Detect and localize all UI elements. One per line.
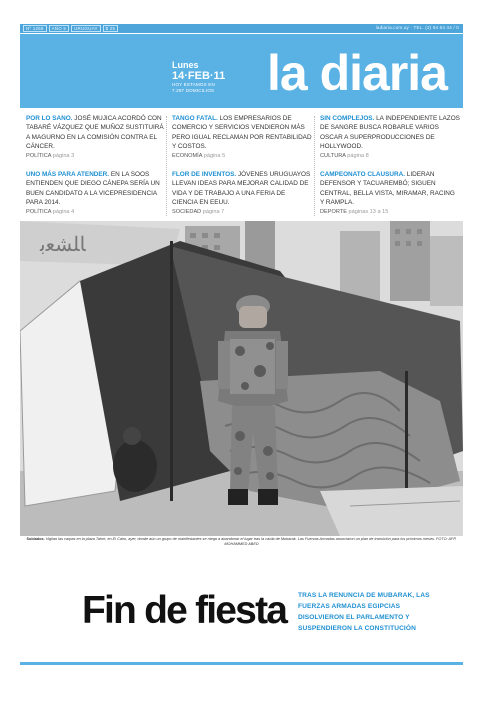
teaser-kicker: FLOR DE INVENTOS. (172, 171, 237, 178)
teaser-economia[interactable] (172, 114, 312, 161)
teaser-politica-1[interactable] (26, 114, 166, 161)
teaser-text: LOS EMPRESARIOS DE COMERCIO Y SERVICIOS VENDIERON MÁS PERO IGUAL RECLAMAN POR RENTABILIDAD Y COSTOS. (172, 115, 312, 150)
column-divider (166, 116, 167, 216)
section-name: ECONOMÍA (172, 153, 203, 160)
caption-text: Vigilan las carpas en la plaza Tahrir, en El Cairo, ayer, donde aún un grupo de manifestantes se niega a abandonar el lugar tras la caída de Mubarak. Las Fuerzas Armadas anunciaron un plan de transición para los próximos meses. (45, 537, 436, 541)
issue-info (23, 25, 120, 32)
teaser-kicker: UNO MÁS PARA ATENDER. (26, 171, 110, 178)
page-ref: página 4 (52, 209, 75, 216)
lead-headline: Fin de fiesta (82, 589, 287, 632)
section-name: DEPORTE (320, 209, 347, 216)
photo-credit: FOTO: AFP, MOHAMMED ABED (224, 537, 457, 546)
page-ref: página 7 (202, 209, 225, 216)
teaser-kicker: CAMPEONATO CLAUSURA. (320, 171, 405, 178)
lead-photo[interactable] (20, 221, 463, 536)
teaser-kicker: TANGO FATAL. (172, 115, 218, 122)
teaser-politica-2[interactable] (26, 170, 166, 217)
masthead (20, 24, 463, 108)
website-text: ladiaria.com.uy (375, 25, 409, 30)
svg-text:ﺎﻠﺸﻌﺑ: ﺎﻠﺸﻌﺑ (40, 232, 86, 256)
soldier-in-tahrir-square-photo (20, 221, 463, 536)
caption-lead: Soldados. (26, 537, 45, 541)
date-block (172, 61, 225, 94)
teaser-sociedad[interactable] (172, 170, 312, 217)
section-name: CULTURA (320, 153, 346, 160)
estimate-label: HOY ESTAMOS EN (172, 82, 215, 87)
issue-year: AÑO 5 (49, 25, 70, 32)
subscribers-label: 7.297 DOMICILIOS (172, 88, 215, 93)
issue-price: $ 25 (103, 25, 119, 32)
phone-text: TEL. (2) 94 64 44 / 0 (413, 25, 459, 30)
newspaper-logo: la diaria (267, 45, 447, 101)
teaser-cultura[interactable] (320, 114, 460, 161)
teaser-section (26, 208, 166, 217)
teaser-section (172, 208, 312, 217)
teaser-kicker: POR LO SANO. (26, 115, 73, 122)
page-ref: página 5 (203, 153, 226, 160)
teaser-section (320, 208, 460, 217)
section-name: POLÍTICA (26, 209, 52, 216)
lead-summary: TRAS LA RENUNCIA DE MUBARAK, LAS FUERZAS ARMADAS EGIPCIAS DISOLVIERON EL PARLAMENTO Y SUSPENDIERON LA CONSTITUCIÓN (298, 592, 430, 632)
front-page (20, 24, 463, 664)
page-ref: páginas 13 a 15 (348, 209, 389, 216)
section-name: POLÍTICA (26, 153, 52, 160)
teaser-section (26, 152, 166, 161)
date-label: 14·FEB·11 (172, 70, 226, 82)
teaser-section (172, 152, 312, 161)
teaser-text: LIDERAN DEFENSOR Y TACUAREMBÓ; SIGUEN CENTRAL, BELLA VISTA, MIRAMAR, RACING Y RAMPLA. (320, 171, 455, 206)
photo-caption (20, 537, 463, 547)
teaser-text: JÓVENES URUGUAYOS LLEVAN IDEAS PARA MEJORAR CALIDAD DE VIDA Y DE TRABAJO A UNA FERIA DE CIENCIA EN EEUU. (172, 171, 311, 206)
issue-country: URUGUAY (71, 25, 101, 32)
section-name: SOCIEDAD (172, 209, 202, 216)
teaser-text: JOSÉ MUJICA ACORDÓ CON TABARÉ VÁZQUEZ QUE MUÑOZ SUSTITUIRÁ A MAGURNO EN LA COMISIÓN CONTRA EL CÁNCER. (26, 115, 164, 150)
lead-story[interactable] (20, 554, 463, 665)
teaser-text: EN LA SOOS ENTIENDEN QUE DIEGO CÁNEPA SERÍA UN BUEN CANDIDATO A LA VICEPRESIDENCIA PARA 2014. (26, 171, 160, 206)
teaser-section (320, 152, 460, 161)
column-divider (314, 116, 315, 216)
teaser-deporte[interactable] (320, 170, 460, 217)
issue-number: Nº 1258 (23, 25, 47, 32)
page-ref: página 3 (52, 153, 75, 160)
contact-info: ladiaria.com.uy · TEL. (2) 94 64 44 / 0 (375, 25, 459, 30)
page-ref: página 8 (347, 153, 369, 160)
teaser-kicker: SIN COMPLEJOS. (320, 115, 375, 122)
day-label: Lunes (172, 60, 199, 70)
teaser-text: LA INDEPENDIENTE LAZOS DE SANGRE BUSCA ROBARLE VARIOS OSCAR A SUPERPRODUCCIONES DE HOLLYWOOD. (320, 115, 460, 150)
